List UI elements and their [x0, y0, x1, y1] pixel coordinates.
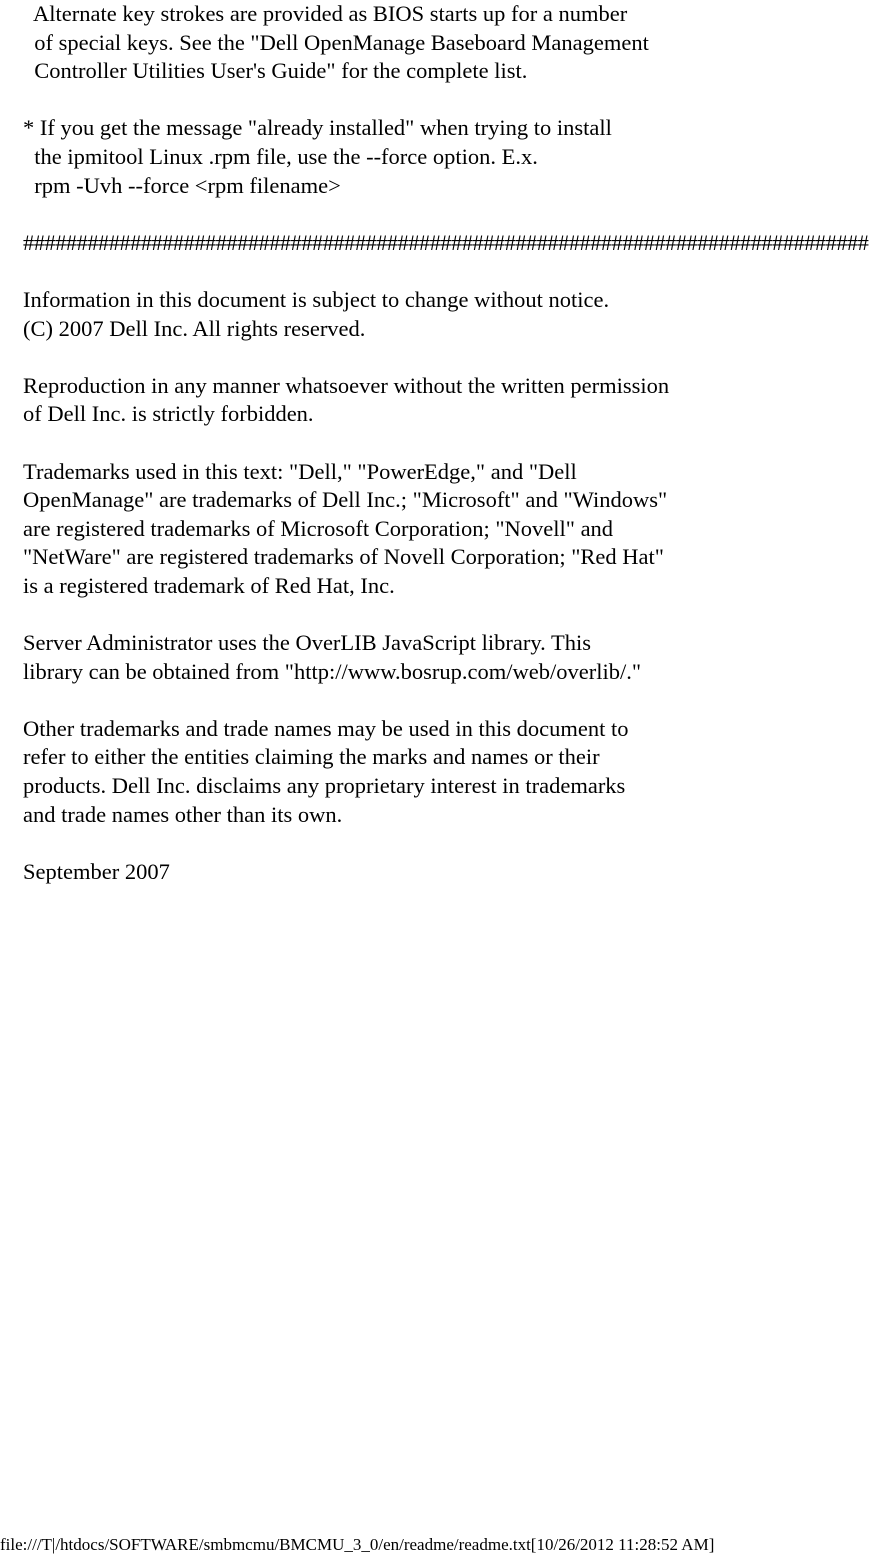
text-line: * If you get the message "already installed" when trying to install: [23, 115, 612, 141]
text-line: library can be obtained from "http://www.bosrup.com/web/overlib/.": [23, 658, 642, 684]
blank-line: [23, 343, 885, 372]
date-line: September 2007: [23, 858, 170, 884]
text-line: Alternate key strokes are provided as BIOS starts up for a number: [23, 1, 628, 26]
readme-text: [23, 0, 885, 886]
text-line: refer to either the entities claiming the marks and names or their: [23, 744, 600, 770]
blank-line: [23, 429, 885, 458]
text-line: Other trademarks and trade names may be used in this document to: [23, 715, 629, 741]
hash-divider: ###############################################################################: [23, 229, 869, 255]
text-line: the ipmitool Linux .rpm file, use the --force option. E.x.: [23, 143, 538, 169]
text-line: of special keys. See the "Dell OpenManage Baseboard Management: [23, 29, 649, 55]
notice-line: Information in this document is subject to change without notice.: [23, 286, 610, 312]
text-line: OpenManage" are trademarks of Dell Inc.; "Microsoft" and "Windows": [23, 487, 668, 513]
text-line: Controller Utilities User's Guide" for the complete list.: [23, 58, 528, 84]
blank-line: [23, 200, 885, 229]
blank-line: [23, 829, 885, 858]
text-line: are registered trademarks of Microsoft Corporation; "Novell" and: [23, 515, 614, 541]
command-line: rpm -Uvh --force <rpm filename>: [23, 172, 341, 198]
blank-line: [23, 86, 885, 115]
print-footer-path: file:///T|/htdocs/SOFTWARE/smbmcmu/BMCMU_3_0/en/readme/readme.txt[10/26/2012 11:28:52 AM]: [0, 1535, 715, 1554]
text-line: Reproduction in any manner whatsoever without the written permission: [23, 372, 670, 398]
blank-line: [23, 257, 885, 286]
text-line: Trademarks used in this text: "Dell," "PowerEdge," and "Dell: [23, 458, 577, 484]
blank-line: [23, 686, 885, 715]
text-line: "NetWare" are registered trademarks of Novell Corporation; "Red Hat": [23, 544, 664, 570]
copyright-line: (C) 2007 Dell Inc. All rights reserved.: [23, 315, 366, 341]
blank-line: [23, 600, 885, 629]
text-line: and trade names other than its own.: [23, 801, 343, 827]
text-line: products. Dell Inc. disclaims any proprietary interest in trademarks: [23, 773, 626, 799]
text-line: Server Administrator uses the OverLIB JavaScript library. This: [23, 630, 592, 656]
text-line: is a registered trademark of Red Hat, Inc.: [23, 572, 395, 598]
text-line: of Dell Inc. is strictly forbidden.: [23, 401, 314, 427]
